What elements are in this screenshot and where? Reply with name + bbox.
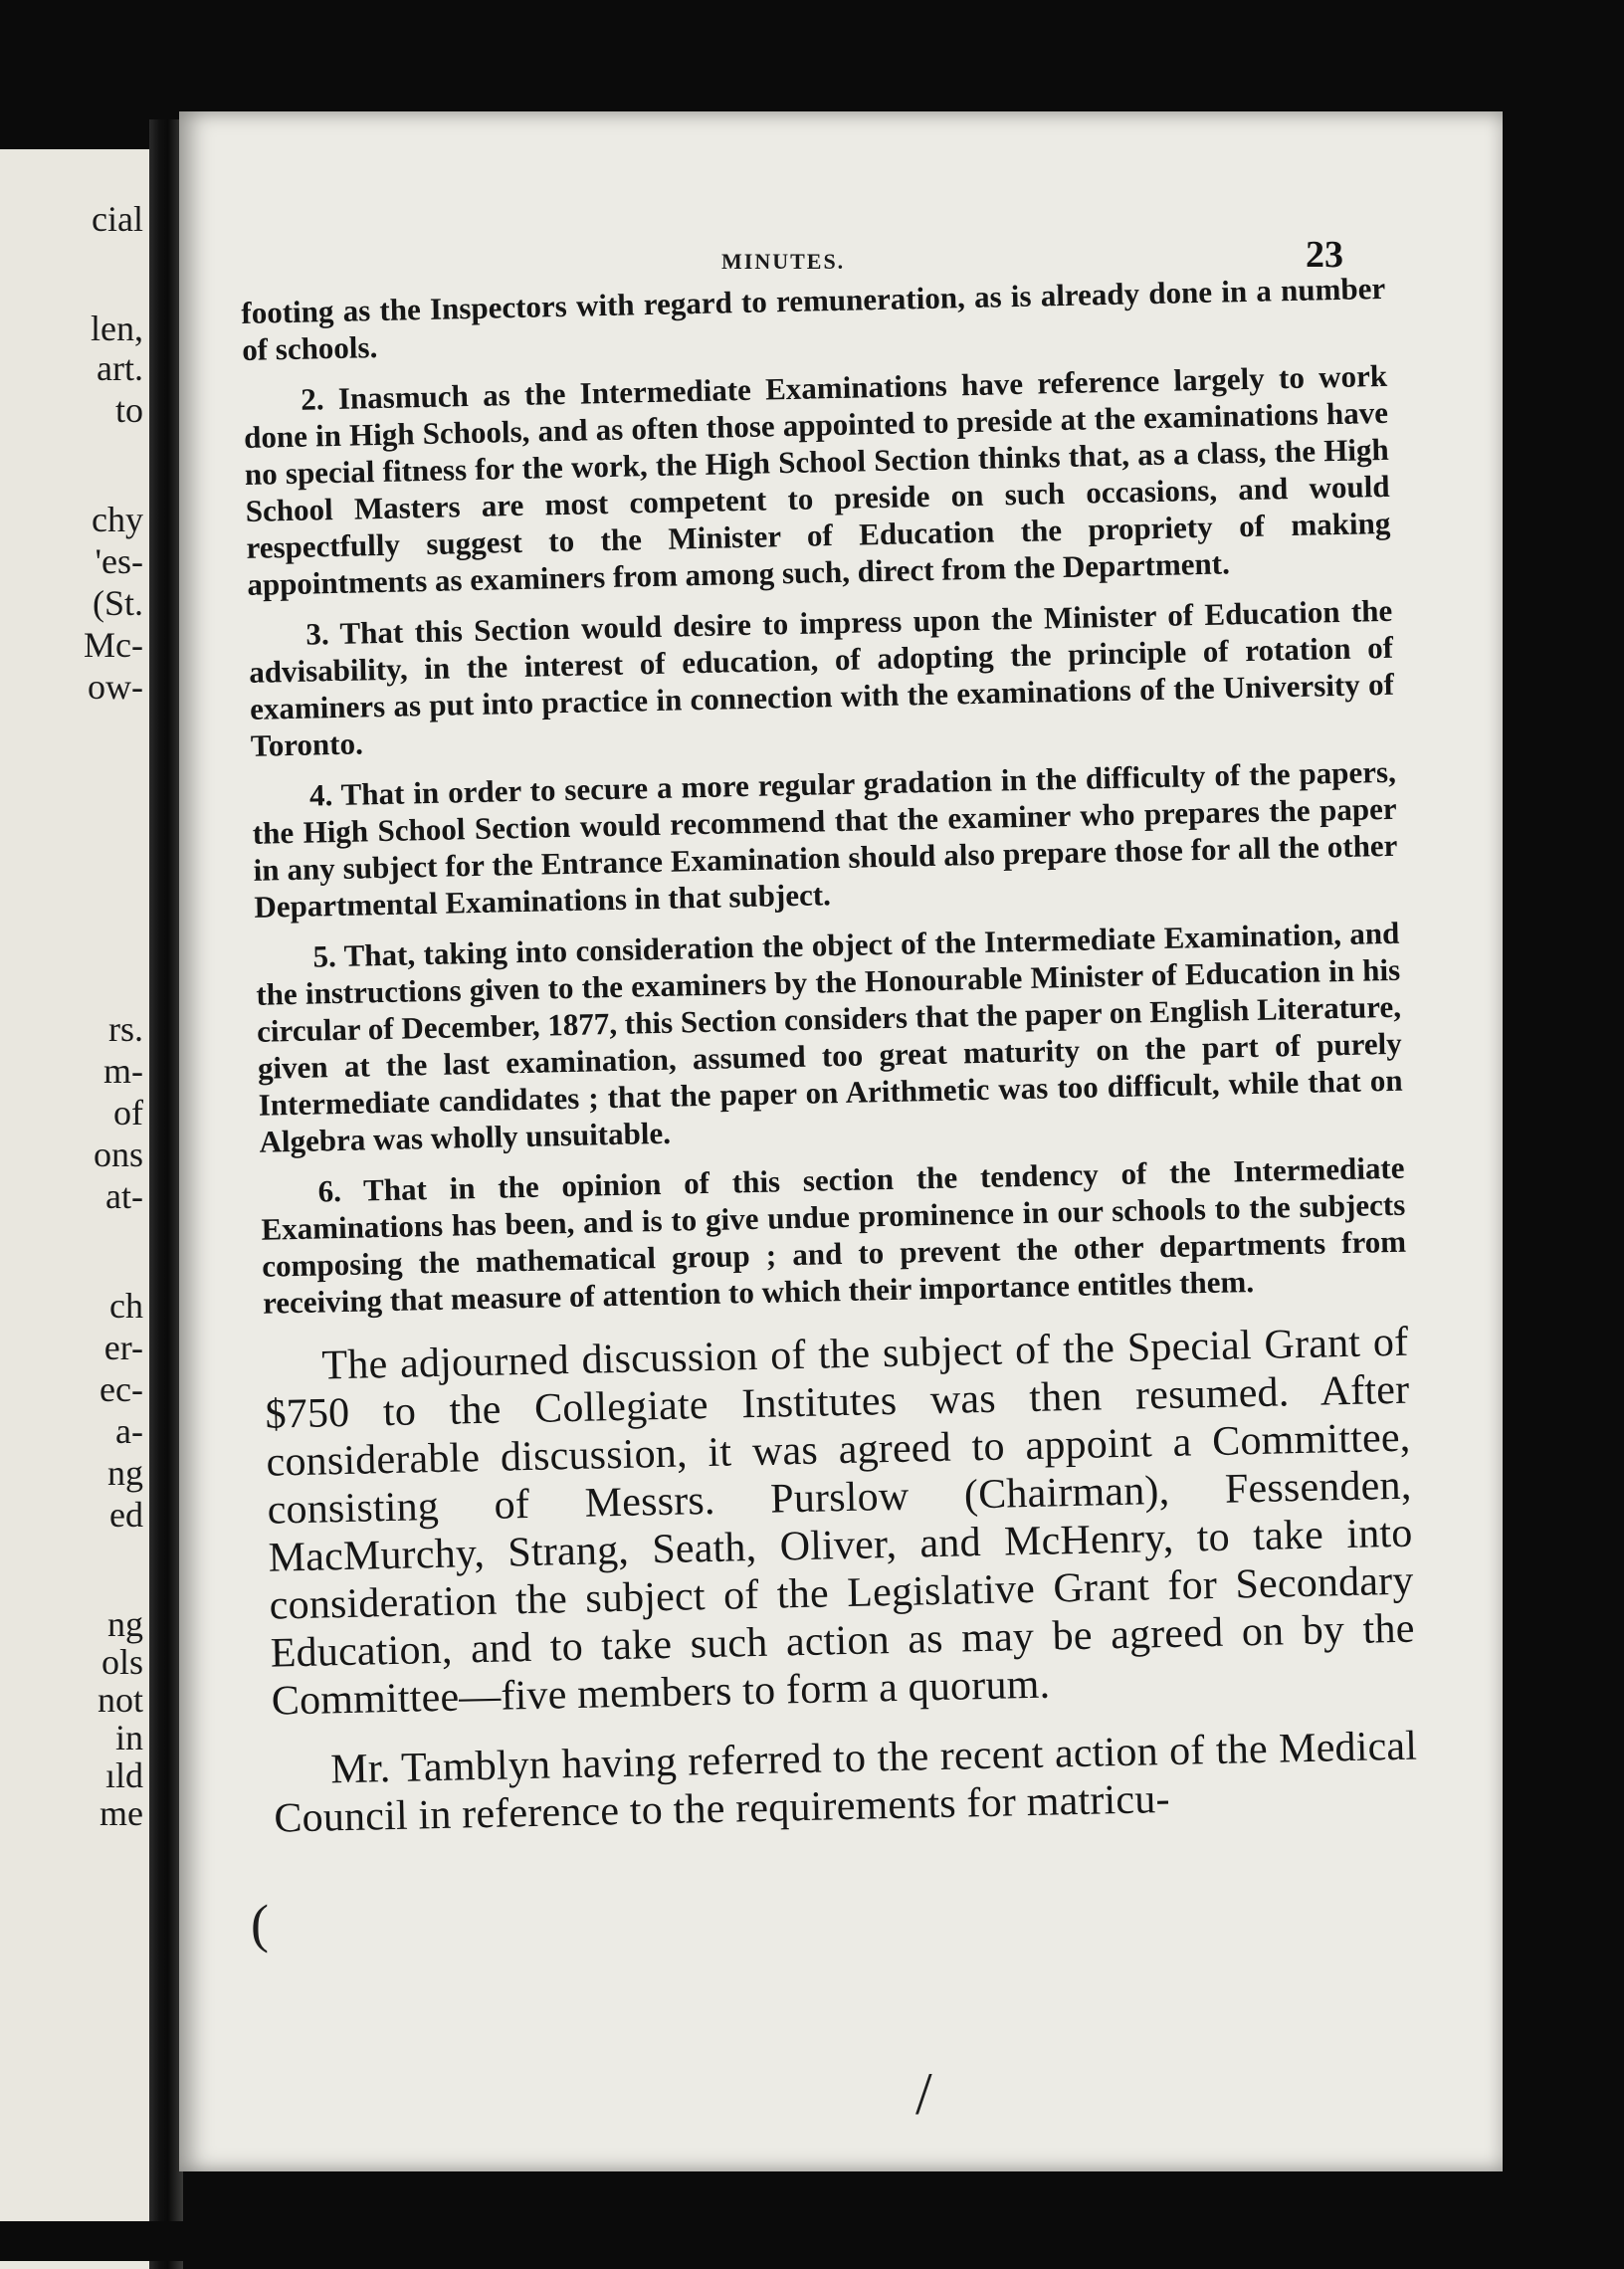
previous-page-text-fragment: m-: [103, 1051, 143, 1091]
previous-page-text-fragment: ng: [107, 1453, 143, 1493]
previous-page-text-fragment: ols: [101, 1642, 143, 1682]
previous-page-text-fragment: ch: [109, 1286, 143, 1326]
previous-page-text-fragment: art.: [97, 348, 143, 388]
resolution-item-4: 4. That in order to secure a more regular gradation in the difficulty of the papers, the High School Section would recommend that the examiner who prepares the paper in any subject for the Entrance Examination should also prepare those for all the other Departmental Examinations in that subject.: [252, 753, 1398, 925]
previous-page-text-fragment: ec-: [100, 1369, 143, 1409]
previous-page-text-fragment: ons: [93, 1134, 143, 1174]
book-gutter: [149, 119, 183, 2269]
previous-page-text-fragment: ow-: [88, 667, 143, 707]
paragraph-continuation: footing as the Inspectors with regard to remuneration, as is already done in a number of schools.: [241, 270, 1386, 367]
resolution-item-3: 3. That this Section would desire to impress upon the Minister of Education the advisability, in the interest of education, of adopting the principle of rotation of examiners as put into practice in connection with the examinations of the University of Toronto.: [248, 592, 1395, 763]
minutes-paragraph-tamblyn: Mr. Tamblyn having referred to the recent action of the Medical Council in reference to the requirements for matricu-: [273, 1723, 1418, 1842]
previous-page-text-fragment: er-: [103, 1328, 143, 1367]
previous-page-text-fragment: me: [100, 1793, 143, 1833]
previous-page-text-fragment: Mc-: [84, 625, 143, 665]
previous-page-text-fragment: cial: [92, 199, 143, 239]
previous-page-fragment: [0, 149, 149, 2269]
resolution-item-2: 2. Inasmuch as the Intermediate Examinations have reference largely to work done in High Schools, and as often those appointed to preside at the examinations have no special fitness for the work, the High School Section thinks that, as a class, the High School Masters are most competent to preside on such occasions, and would respectfully suggest to the Minister of Education the propriety of making appointments as examiners from among such, direct from the Department.: [243, 357, 1391, 602]
previous-page-text-fragment: ed: [109, 1495, 143, 1535]
previous-page-text-fragment: of: [113, 1093, 143, 1133]
running-title: MINUTES.: [721, 249, 846, 274]
previous-page-text-fragment: chy: [92, 500, 143, 539]
minutes-paragraph-special-grant: The adjourned discussion of the subject of the Special Grant of $750 to the Collegiate Institutes was then resumed. After considerable discussion, it was agreed to appoint a Committee, consisting of Messrs. Purslow (Chairman), Fessenden, MacMurchy, Strang, Seath, Oliver, and McHenry, to take into consideration the subject of the Legislative Grant for Secondary Education, and to take such action as may be agreed on by the Committee—five members to form a quorum.: [265, 1319, 1416, 1725]
previous-page-text-fragment: ıld: [104, 1755, 143, 1795]
scan-bottom-edge: [0, 2221, 1624, 2261]
page-number: 23: [1306, 234, 1343, 276]
previous-page-text-fragment: in: [114, 1718, 143, 1757]
previous-page-text-fragment: rs.: [108, 1009, 143, 1049]
resolution-item-6: 6. That in the opinion of this section the tendency of the Intermediate Examinations has been, and is to give undue prominence in our schools to the subjects composing the mathematical group ; and to prevent the other departments from receiving that measure of attention to which their importance entitles them.: [261, 1149, 1407, 1321]
previous-page-text-fragment: 'es-: [95, 541, 143, 581]
resolution-item-5: 5. That, taking into consideration the object of the Intermediate Examination, and the instructions given to the examiners by the Honourable Minister of Education in his circular of December, 1877, this Section considers that the paper on English Literature, given at the last examination, assumed too great maturity on the part of purely Intermediate candidates ; that the paper on Arithmetic was too difficult, while that on Algebra was wholly unsuitable.: [255, 915, 1403, 1159]
page-body: [241, 270, 1419, 1843]
pencil-mark-bottom: /: [915, 2061, 932, 2127]
previous-page-text-fragment: (St.: [92, 583, 143, 623]
previous-page-text-fragment: ng: [107, 1604, 143, 1644]
pencil-mark-margin: (: [251, 1894, 269, 1954]
previous-page-text-fragment: at-: [105, 1176, 143, 1216]
previous-page-text-fragment: to: [114, 390, 143, 430]
book-page: [179, 111, 1503, 2171]
previous-page-text-fragment: a-: [115, 1411, 143, 1451]
previous-page-text-fragment: len,: [91, 309, 143, 348]
previous-page-text-fragment: not: [97, 1680, 143, 1720]
